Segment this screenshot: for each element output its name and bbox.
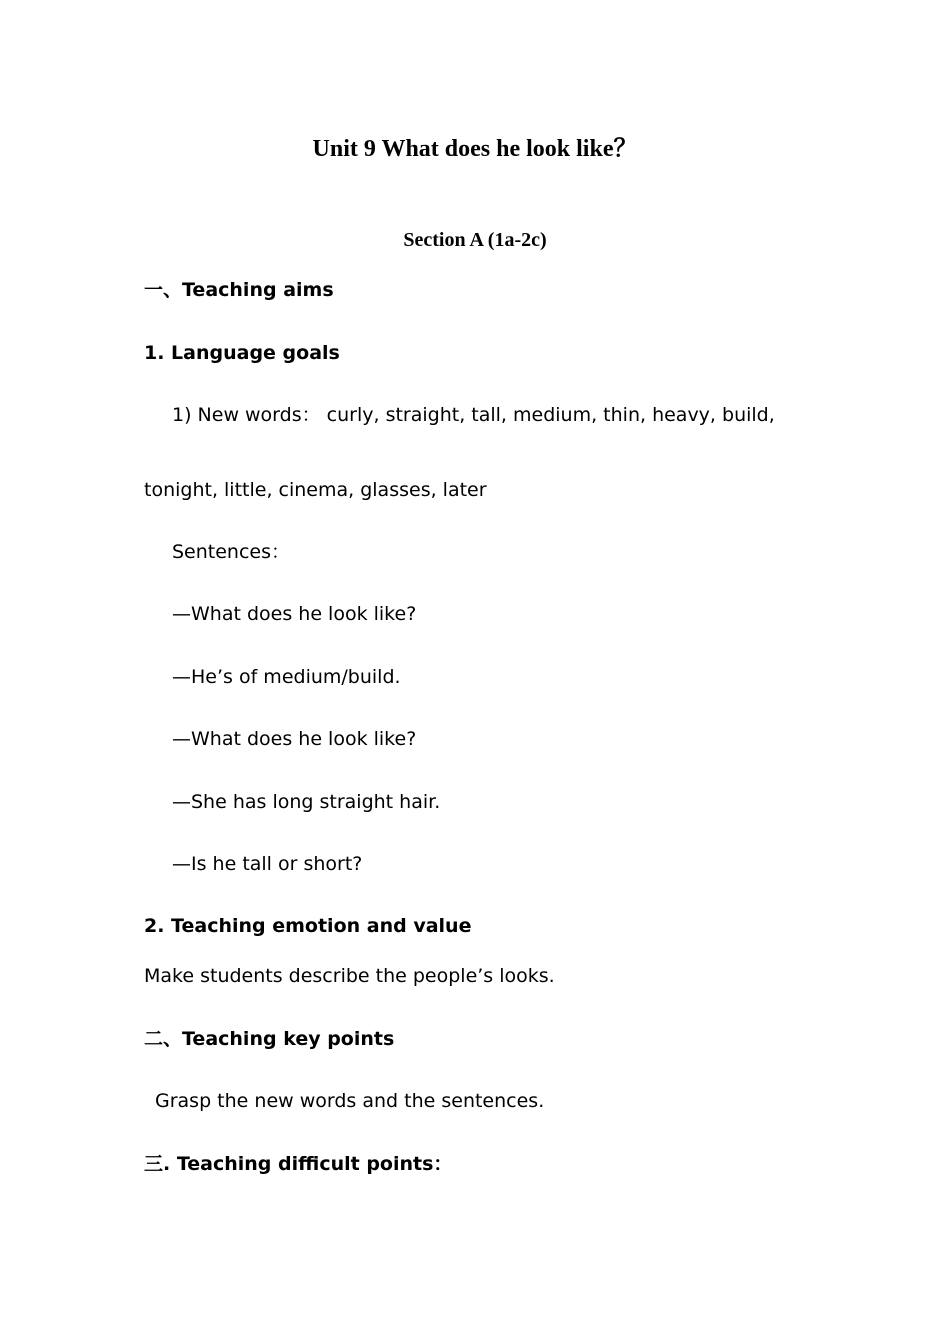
sentence-item: —He’s of medium/build.: [172, 666, 401, 688]
document-title: Unit 9 What does he look like？: [312, 136, 638, 162]
sentence-item: —She has long straight hair.: [172, 791, 441, 813]
section-subtitle: Section A (1a-2c): [403, 229, 547, 251]
sentence-item: —What does he look like?: [172, 728, 417, 750]
emotion-value-heading: 2. Teaching emotion and value: [144, 915, 472, 937]
emotion-value-text: Make students describe the people’s looks.: [144, 965, 555, 987]
difficult-points-heading: 三. Teaching difficult points：: [144, 1153, 453, 1175]
new-words-line-1: 1) New words： curly, straight, tall, medium, thin, heavy, build,: [172, 404, 775, 426]
sentences-label: Sentences：: [172, 541, 291, 563]
sentence-item: —What does he look like?: [172, 603, 417, 625]
language-goals-heading: 1. Language goals: [144, 342, 340, 364]
key-points-text: Grasp the new words and the sentences.: [155, 1090, 545, 1112]
sentence-item: —Is he tall or short?: [172, 853, 363, 875]
teaching-aims-heading: 一、Teaching aims: [144, 279, 334, 301]
key-points-heading: 二、Teaching key points: [144, 1028, 395, 1050]
new-words-line-2: tonight, little, cinema, glasses, later: [144, 479, 487, 501]
